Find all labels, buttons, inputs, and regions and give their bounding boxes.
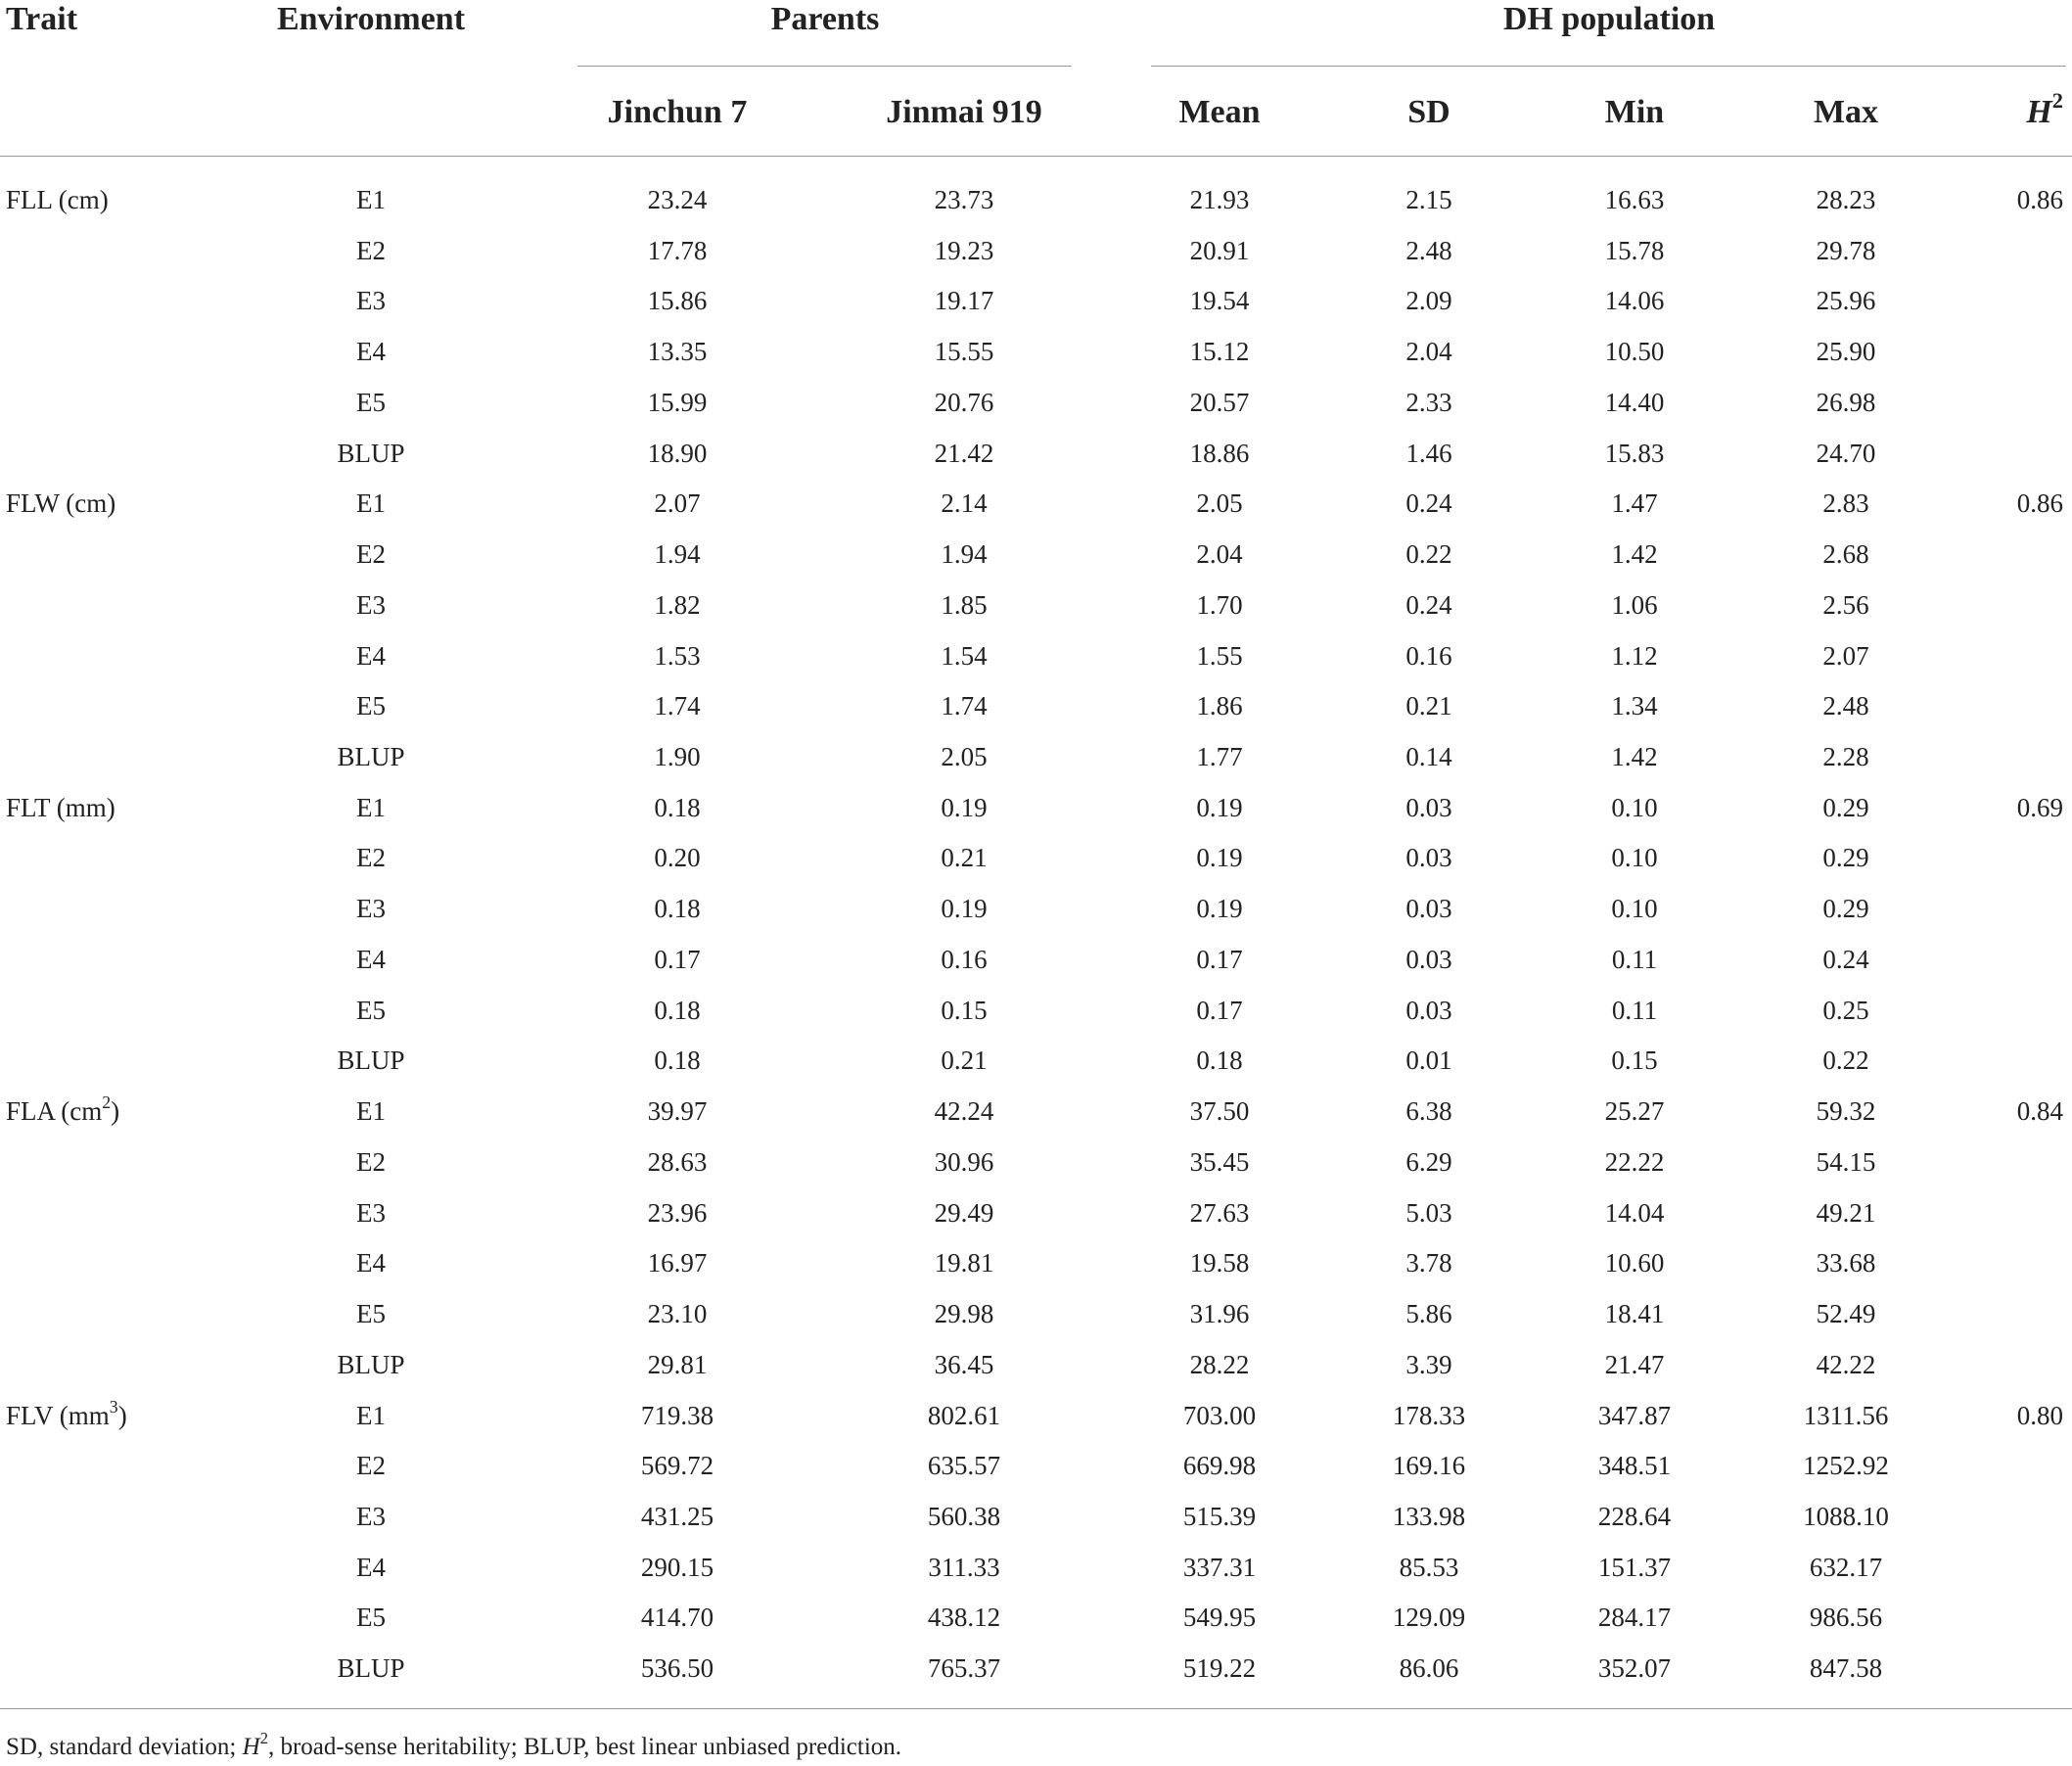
jinmai919-cell: 1.85 [941,590,988,620]
min-cell: 1.34 [1611,691,1658,720]
environment-cell: BLUP [337,1046,405,1075]
jinchun7-cell: 719.38 [640,1401,714,1430]
sd-cell: 85.53 [1399,1553,1459,1582]
jinmai919-cell: 2.05 [941,742,988,771]
min-cell: 14.04 [1604,1198,1665,1228]
mean-cell: 20.91 [1189,236,1250,265]
jinchun7-cell: 23.96 [647,1198,708,1228]
sd-cell: 0.16 [1405,641,1452,671]
sd-cell: 1.46 [1405,439,1452,468]
min-cell: 284.17 [1597,1603,1672,1632]
mean-cell: 2.05 [1196,488,1243,518]
mean-cell: 20.57 [1189,388,1250,417]
heritability-cell: 0.84 [2016,1096,2063,1126]
sd-cell: 133.98 [1392,1502,1466,1531]
header-min: Min [1604,94,1665,130]
environment-cell: E2 [356,1147,386,1177]
jinmai919-cell: 635.57 [927,1451,1001,1480]
table-bottom-rule [0,1708,2072,1709]
mean-cell: 21.93 [1189,185,1250,214]
sd-cell: 6.29 [1405,1147,1452,1177]
max-cell: 24.70 [1816,439,1876,468]
min-cell: 18.41 [1604,1299,1665,1328]
max-cell: 2.56 [1822,590,1869,620]
jinmai919-cell: 560.38 [927,1502,1001,1531]
jinchun7-cell: 1.82 [654,590,701,620]
sd-cell: 5.86 [1405,1299,1452,1328]
jinchun7-cell: 290.15 [640,1553,714,1582]
max-cell: 25.96 [1816,286,1876,315]
environment-cell: E4 [356,1553,386,1582]
dh-group-rule [1151,66,2066,67]
mean-cell: 515.39 [1182,1502,1257,1531]
mean-cell: 0.19 [1196,894,1243,923]
jinmai919-cell: 19.17 [934,286,994,315]
jinchun7-cell: 0.18 [654,793,701,822]
sd-cell: 2.09 [1405,286,1452,315]
min-cell: 1.42 [1611,539,1658,569]
header-mean: Mean [1178,94,1261,130]
environment-cell: E5 [356,1603,386,1632]
min-cell: 1.12 [1611,641,1658,671]
min-cell: 0.11 [1611,996,1658,1025]
mean-cell: 519.22 [1182,1653,1257,1683]
environment-cell: E4 [356,641,386,671]
environment-cell: E2 [356,1451,386,1480]
header-dh-population: DH population [1502,1,1716,37]
environment-cell: E1 [356,1401,386,1430]
jinmai919-cell: 15.55 [934,337,994,366]
header-bottom-rule [0,156,2072,157]
jinchun7-cell: 23.24 [647,185,708,214]
trait-label [6,1399,127,1432]
header-jinmai919: Jinmai 919 [886,94,1042,130]
environment-cell: BLUP [337,439,405,468]
max-cell: 25.90 [1816,337,1876,366]
header-parents: Parents [770,1,880,37]
max-cell: 49.21 [1816,1198,1876,1228]
max-cell: 42.22 [1816,1350,1876,1379]
jinmai919-cell: 1.54 [941,641,988,671]
min-cell: 14.06 [1604,286,1665,315]
min-cell: 348.51 [1597,1451,1672,1480]
sd-cell: 2.04 [1405,337,1452,366]
jinchun7-cell: 17.78 [647,236,708,265]
min-cell: 0.10 [1611,843,1658,872]
max-cell: 0.24 [1822,945,1869,974]
min-cell: 14.40 [1604,388,1665,417]
min-cell: 22.22 [1604,1147,1665,1177]
trait-label-tail: ) [111,1096,120,1126]
jinmai919-cell: 21.42 [934,439,994,468]
min-cell: 151.37 [1597,1553,1672,1582]
trait-label-sup: 3 [109,1397,118,1417]
jinchun7-cell: 15.86 [647,286,708,315]
environment-cell: E5 [356,996,386,1025]
max-cell: 29.78 [1816,236,1876,265]
jinmai919-cell: 0.21 [941,1046,988,1075]
environment-cell: BLUP [337,742,405,771]
mean-cell: 669.98 [1182,1451,1257,1480]
max-cell: 28.23 [1816,185,1876,214]
environment-cell: E2 [356,539,386,569]
min-cell: 1.47 [1611,488,1658,518]
max-cell: 0.25 [1822,996,1869,1025]
heritability-cell: 0.69 [2016,793,2063,822]
max-cell: 2.83 [1822,488,1869,518]
sd-cell: 3.39 [1405,1350,1452,1379]
mean-cell: 37.50 [1189,1096,1250,1126]
environment-cell: E2 [356,843,386,872]
mean-cell: 0.19 [1196,843,1243,872]
jinchun7-cell: 2.07 [654,488,701,518]
sd-cell: 3.78 [1405,1248,1452,1278]
max-cell: 847.58 [1809,1653,1883,1683]
min-cell: 0.11 [1611,945,1658,974]
jinchun7-cell: 414.70 [640,1603,714,1632]
sd-cell: 0.03 [1405,996,1452,1025]
sd-cell: 86.06 [1399,1653,1459,1683]
sd-cell: 6.38 [1405,1096,1452,1126]
jinmai919-cell: 311.33 [928,1553,1000,1582]
header-jinchun7: Jinchun 7 [607,94,748,130]
header-trait: Trait [6,1,78,37]
mean-cell: 0.17 [1196,945,1243,974]
environment-cell: E1 [356,185,386,214]
environment-cell: E3 [356,590,386,620]
trait-label-sup: 2 [102,1092,112,1113]
max-cell: 2.07 [1822,641,1869,671]
sd-cell: 0.24 [1405,590,1452,620]
max-cell: 632.17 [1809,1553,1883,1582]
jinchun7-cell: 536.50 [640,1653,714,1683]
min-cell: 16.63 [1604,185,1665,214]
max-cell: 2.28 [1822,742,1869,771]
max-cell: 26.98 [1816,388,1876,417]
trait-label [6,1094,119,1128]
jinchun7-cell: 15.99 [647,388,708,417]
jinmai919-cell: 20.76 [934,388,994,417]
sd-cell: 2.48 [1405,236,1452,265]
jinmai919-cell: 1.94 [941,539,988,569]
jinmai919-cell: 42.24 [934,1096,994,1126]
mean-cell: 1.55 [1196,641,1243,671]
environment-cell: E3 [356,1198,386,1228]
min-cell: 228.64 [1597,1502,1672,1531]
sd-cell: 0.03 [1405,793,1452,822]
mean-cell: 337.31 [1182,1553,1257,1582]
mean-cell: 0.19 [1196,793,1243,822]
footnote-h: H [242,1734,260,1760]
mean-cell: 1.77 [1196,742,1243,771]
mean-cell: 1.86 [1196,691,1243,720]
jinmai919-cell: 1.74 [941,691,988,720]
environment-cell: E3 [356,1502,386,1531]
mean-cell: 0.18 [1196,1046,1243,1075]
jinmai919-cell: 29.98 [934,1299,994,1328]
min-cell: 352.07 [1597,1653,1672,1683]
jinchun7-cell: 1.90 [654,742,701,771]
min-cell: 15.83 [1604,439,1665,468]
sd-cell: 0.21 [1405,691,1452,720]
jinmai919-cell: 19.23 [934,236,994,265]
jinchun7-cell: 29.81 [647,1350,708,1379]
mean-cell: 19.58 [1189,1248,1250,1278]
sd-cell: 0.01 [1405,1046,1452,1075]
mean-cell: 18.86 [1189,439,1250,468]
jinchun7-cell: 431.25 [640,1502,714,1531]
mean-cell: 2.04 [1196,539,1243,569]
jinmai919-cell: 765.37 [927,1653,1001,1683]
max-cell: 0.29 [1822,894,1869,923]
jinmai919-cell: 29.49 [934,1198,994,1228]
max-cell: 986.56 [1809,1603,1883,1632]
jinmai919-cell: 19.81 [934,1248,994,1278]
mean-cell: 1.70 [1196,590,1243,620]
max-cell: 2.48 [1822,691,1869,720]
min-cell: 10.50 [1604,337,1665,366]
environment-cell: E3 [356,286,386,315]
jinmai919-cell: 802.61 [927,1401,1001,1430]
trait-label: FLT (mm) [6,793,115,822]
max-cell: 2.68 [1822,539,1869,569]
jinchun7-cell: 0.18 [654,1046,701,1075]
jinchun7-cell: 0.18 [654,894,701,923]
mean-cell: 28.22 [1189,1350,1250,1379]
environment-cell: E1 [356,488,386,518]
min-cell: 21.47 [1604,1350,1665,1379]
environment-cell: E5 [356,691,386,720]
min-cell: 1.06 [1611,590,1658,620]
parents-group-rule [577,66,1072,67]
min-cell: 0.15 [1611,1046,1658,1075]
sd-cell: 0.22 [1405,539,1452,569]
sd-cell: 0.03 [1405,843,1452,872]
header-sd: SD [1407,94,1450,130]
header-max: Max [1813,94,1879,130]
heritability-cell: 0.86 [2016,185,2063,214]
sd-cell: 2.33 [1405,388,1452,417]
trait-label-base: FLV (mm [6,1401,110,1430]
sd-cell: 169.16 [1392,1451,1466,1480]
header-h2 [2026,88,2063,132]
sd-cell: 129.09 [1392,1603,1466,1632]
sd-cell: 2.15 [1405,185,1452,214]
sd-cell: 0.03 [1405,894,1452,923]
min-cell: 10.60 [1604,1248,1665,1278]
mean-cell: 27.63 [1189,1198,1250,1228]
mean-cell: 549.95 [1182,1603,1257,1632]
mean-cell: 15.12 [1189,337,1250,366]
sd-cell: 5.03 [1405,1198,1452,1228]
jinmai919-cell: 0.15 [941,996,988,1025]
environment-cell: E1 [356,793,386,822]
min-cell: 1.42 [1611,742,1658,771]
header-h2-sup: 2 [2051,88,2063,114]
mean-cell: 35.45 [1189,1147,1250,1177]
max-cell: 1088.10 [1803,1502,1889,1531]
max-cell: 0.29 [1822,793,1869,822]
sd-cell: 178.33 [1392,1401,1466,1430]
jinchun7-cell: 28.63 [647,1147,708,1177]
environment-cell: E5 [356,388,386,417]
trait-label: FLW (cm) [6,488,116,518]
environment-cell: E2 [356,236,386,265]
jinchun7-cell: 13.35 [647,337,708,366]
max-cell: 59.32 [1816,1096,1876,1126]
heritability-cell: 0.80 [2016,1401,2063,1430]
environment-cell: BLUP [337,1653,405,1683]
jinchun7-cell: 0.20 [654,843,701,872]
footnote-part2: , broad-sense heritability; BLUP, best linear unbiased prediction. [267,1734,902,1760]
min-cell: 0.10 [1611,894,1658,923]
jinchun7-cell: 1.94 [654,539,701,569]
environment-cell: BLUP [337,1350,405,1379]
trait-label: FLL (cm) [6,185,109,214]
environment-cell: E4 [356,1248,386,1278]
environment-cell: E4 [356,337,386,366]
jinmai919-cell: 0.19 [941,793,988,822]
trait-label-tail: ) [117,1401,127,1430]
mean-cell: 0.17 [1196,996,1243,1025]
jinmai919-cell: 438.12 [927,1603,1001,1632]
footnote-h-sup: 2 [259,1729,268,1748]
mean-cell: 31.96 [1189,1299,1250,1328]
sd-cell: 0.24 [1405,488,1452,518]
jinmai919-cell: 30.96 [934,1147,994,1177]
environment-cell: E5 [356,1299,386,1328]
jinchun7-cell: 16.97 [647,1248,708,1278]
jinchun7-cell: 1.53 [654,641,701,671]
min-cell: 25.27 [1604,1096,1665,1126]
jinchun7-cell: 569.72 [640,1451,714,1480]
environment-cell: E1 [356,1096,386,1126]
jinchun7-cell: 1.74 [654,691,701,720]
jinmai919-cell: 36.45 [934,1350,994,1379]
max-cell: 0.29 [1822,843,1869,872]
max-cell: 52.49 [1816,1299,1876,1328]
jinmai919-cell: 0.16 [941,945,988,974]
jinchun7-cell: 0.18 [654,996,701,1025]
jinchun7-cell: 0.17 [654,945,701,974]
mean-cell: 703.00 [1182,1401,1257,1430]
jinchun7-cell: 18.90 [647,439,708,468]
min-cell: 347.87 [1597,1401,1672,1430]
max-cell: 0.22 [1822,1046,1869,1075]
sd-cell: 0.03 [1405,945,1452,974]
environment-cell: E3 [356,894,386,923]
footnote-part1: SD, standard deviation; [6,1734,243,1760]
jinmai919-cell: 23.73 [934,185,994,214]
max-cell: 33.68 [1816,1248,1876,1278]
min-cell: 15.78 [1604,236,1665,265]
jinchun7-cell: 39.97 [647,1096,708,1126]
mean-cell: 19.54 [1189,286,1250,315]
header-environment: Environment [276,1,466,37]
max-cell: 1311.56 [1803,1401,1889,1430]
jinmai919-cell: 0.19 [941,894,988,923]
environment-cell: E4 [356,945,386,974]
sd-cell: 0.14 [1405,742,1452,771]
jinchun7-cell: 23.10 [647,1299,708,1328]
jinmai919-cell: 2.14 [941,488,988,518]
header-h2-base: H [2026,94,2052,130]
trait-label-base: FLA (cm [6,1096,103,1126]
max-cell: 54.15 [1816,1147,1876,1177]
heritability-cell: 0.86 [2016,488,2063,518]
max-cell: 1252.92 [1803,1451,1889,1480]
table-footnote [6,1729,902,1763]
jinmai919-cell: 0.21 [941,843,988,872]
min-cell: 0.10 [1611,793,1658,822]
